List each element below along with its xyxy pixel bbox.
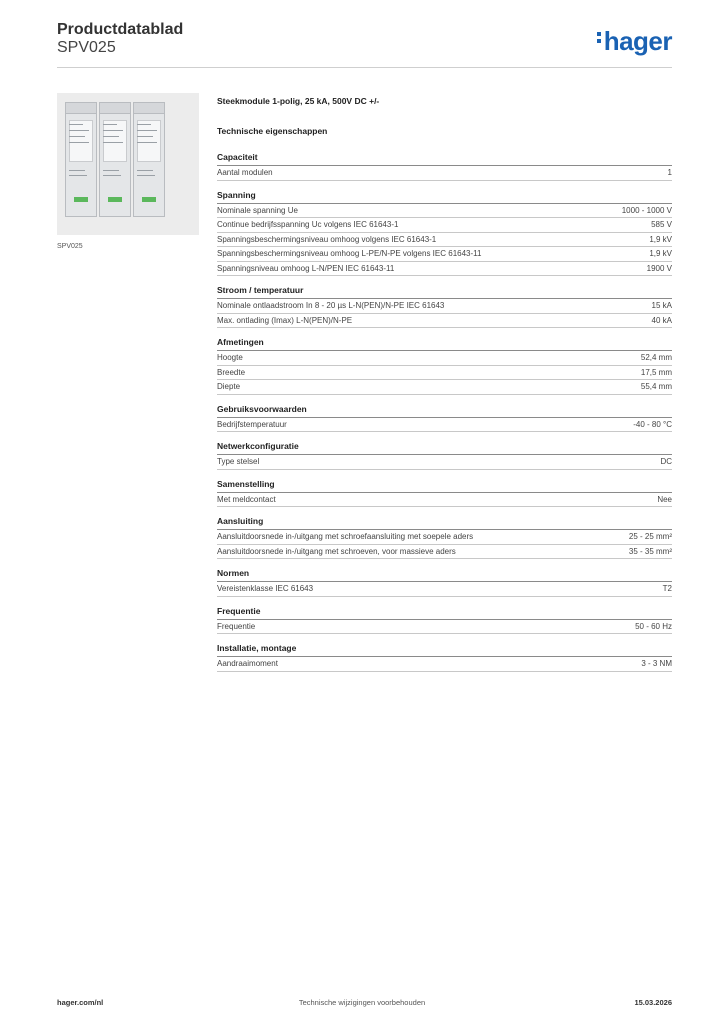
spec-row [217, 380, 672, 395]
spec-value: 1000 - 1000 V [621, 205, 672, 215]
spec-group-title: Installatie, montage [217, 642, 672, 657]
spec-row [217, 166, 672, 181]
product-code: SPV025 [57, 39, 116, 56]
spec-label: Hoogte [217, 353, 243, 362]
spec-value: 55,4 mm [640, 382, 672, 391]
spec-row [217, 314, 672, 329]
spec-value: 1,9 kV [649, 234, 672, 244]
spec-value: Nee [657, 494, 672, 504]
product-image [57, 93, 199, 235]
spec-label: Bedrijfstemperatuur [217, 419, 287, 429]
spec-row [217, 351, 672, 366]
spec-label: Aantal modulen [217, 168, 273, 177]
logo-text: hager [603, 26, 672, 56]
spec-value: T2 [662, 584, 672, 593]
spec-row [217, 366, 672, 381]
footer-disclaimer: Technische wijzigingen voorbehouden [298, 998, 426, 1007]
spec-label: Nominale spanning Ue [217, 205, 298, 215]
spec-value: 25 - 25 mm² [628, 532, 672, 541]
spec-value: 52,4 mm [640, 353, 672, 362]
spec-group-title: Normen [217, 567, 672, 582]
spec-label: Nominale ontlaadstroom In 8 - 20 µs L-N(PEN)/N-PE IEC 61643 [217, 301, 445, 310]
brand-logo [597, 26, 672, 57]
spec-row [217, 455, 672, 470]
spec-row [217, 582, 672, 597]
spec-group-title: Spanning [217, 189, 672, 204]
spec-label: Spanningsniveau omhoog L-N/PEN IEC 61643-11 [217, 263, 395, 273]
spec-group-title: Stroom / temperatuur [217, 284, 672, 299]
spec-group [217, 440, 672, 470]
spec-label: Aansluitdoorsnede in-/uitgang met schroefaansluiting met soepele aders [217, 532, 474, 541]
tech-heading: Technische eigenschappen [217, 126, 328, 136]
header-divider [57, 67, 672, 68]
image-caption: SPV025 [57, 243, 83, 250]
spec-label: Aandraaimoment [217, 659, 278, 668]
spec-value: DC [660, 457, 672, 466]
spec-label: Met meldcontact [217, 494, 276, 504]
spec-value: 15 kA [651, 301, 672, 310]
spec-value: 1,9 kV [649, 249, 672, 258]
module-illustration [99, 107, 131, 217]
spec-row [217, 218, 672, 233]
spec-group [217, 515, 672, 559]
spec-group [217, 189, 672, 277]
spec-group [217, 284, 672, 328]
footer-date: 15.03.2026 [634, 998, 672, 1007]
spec-row [217, 262, 672, 277]
spec-group [217, 567, 672, 597]
spec-value: 1 [667, 168, 672, 177]
spec-label: Vereistenklasse IEC 61643 [217, 584, 314, 593]
spec-group-title: Gebruiksvoorwaarden [217, 403, 672, 418]
spec-label: Diepte [217, 382, 241, 391]
spec-row [217, 247, 672, 262]
spec-label: Spanningsbeschermingsniveau omhoog volgens IEC 61643-1 [217, 234, 437, 244]
spec-group-title: Samenstelling [217, 478, 672, 493]
spec-value: 3 - 3 NM [641, 659, 672, 668]
spec-value: 35 - 35 mm² [628, 546, 672, 556]
spec-group-title: Netwerkconfiguratie [217, 440, 672, 455]
spec-label: Breedte [217, 367, 246, 377]
spec-group [217, 478, 672, 508]
spec-value: -40 - 80 °C [633, 419, 672, 429]
spec-value: 50 - 60 Hz [635, 621, 672, 631]
spec-row [217, 299, 672, 314]
spec-row [217, 620, 672, 635]
footer-website: hager.com/nl [57, 998, 104, 1007]
spec-label: Type stelsel [217, 457, 260, 466]
spec-content [217, 95, 672, 672]
spec-row [217, 233, 672, 248]
spec-label: Frequentie [217, 621, 256, 631]
product-description: Steekmodule 1-polig, 25 kA, 500V DC +/- [217, 96, 380, 106]
spec-row [217, 657, 672, 672]
module-illustration [133, 107, 165, 217]
spec-group-title: Frequentie [217, 605, 672, 620]
spec-row [217, 418, 672, 433]
spec-label: Spanningsbeschermingsniveau omhoog L-PE/N-PE volgens IEC 61643-11 [217, 249, 482, 258]
module-illustration [65, 107, 97, 217]
spec-row [217, 204, 672, 219]
spec-groups [217, 151, 672, 672]
spec-group-title: Aansluiting [217, 515, 672, 530]
spec-value: 585 V [651, 220, 672, 229]
spec-group [217, 642, 672, 672]
spec-label: Continue bedrijfsspanning Uc volgens IEC 61643-1 [217, 220, 399, 229]
spec-group [217, 403, 672, 433]
logo-mark [597, 32, 602, 46]
spec-label: Max. ontlading (Imax) L-N(PEN)/N-PE [217, 315, 353, 325]
spec-value: 40 kA [651, 315, 672, 325]
spec-row [217, 493, 672, 508]
spec-group [217, 151, 672, 181]
spec-value: 1900 V [646, 263, 672, 273]
spec-group-title: Capaciteit [217, 151, 672, 166]
spec-label: Aansluitdoorsnede in-/uitgang met schroeven, voor massieve aders [217, 546, 456, 556]
spec-row [217, 530, 672, 545]
spec-row [217, 545, 672, 560]
spec-group [217, 605, 672, 635]
spec-value: 17,5 mm [640, 367, 672, 377]
page-title: Productdatablad [57, 21, 184, 38]
spec-group-title: Afmetingen [217, 336, 672, 351]
spec-group [217, 336, 672, 395]
